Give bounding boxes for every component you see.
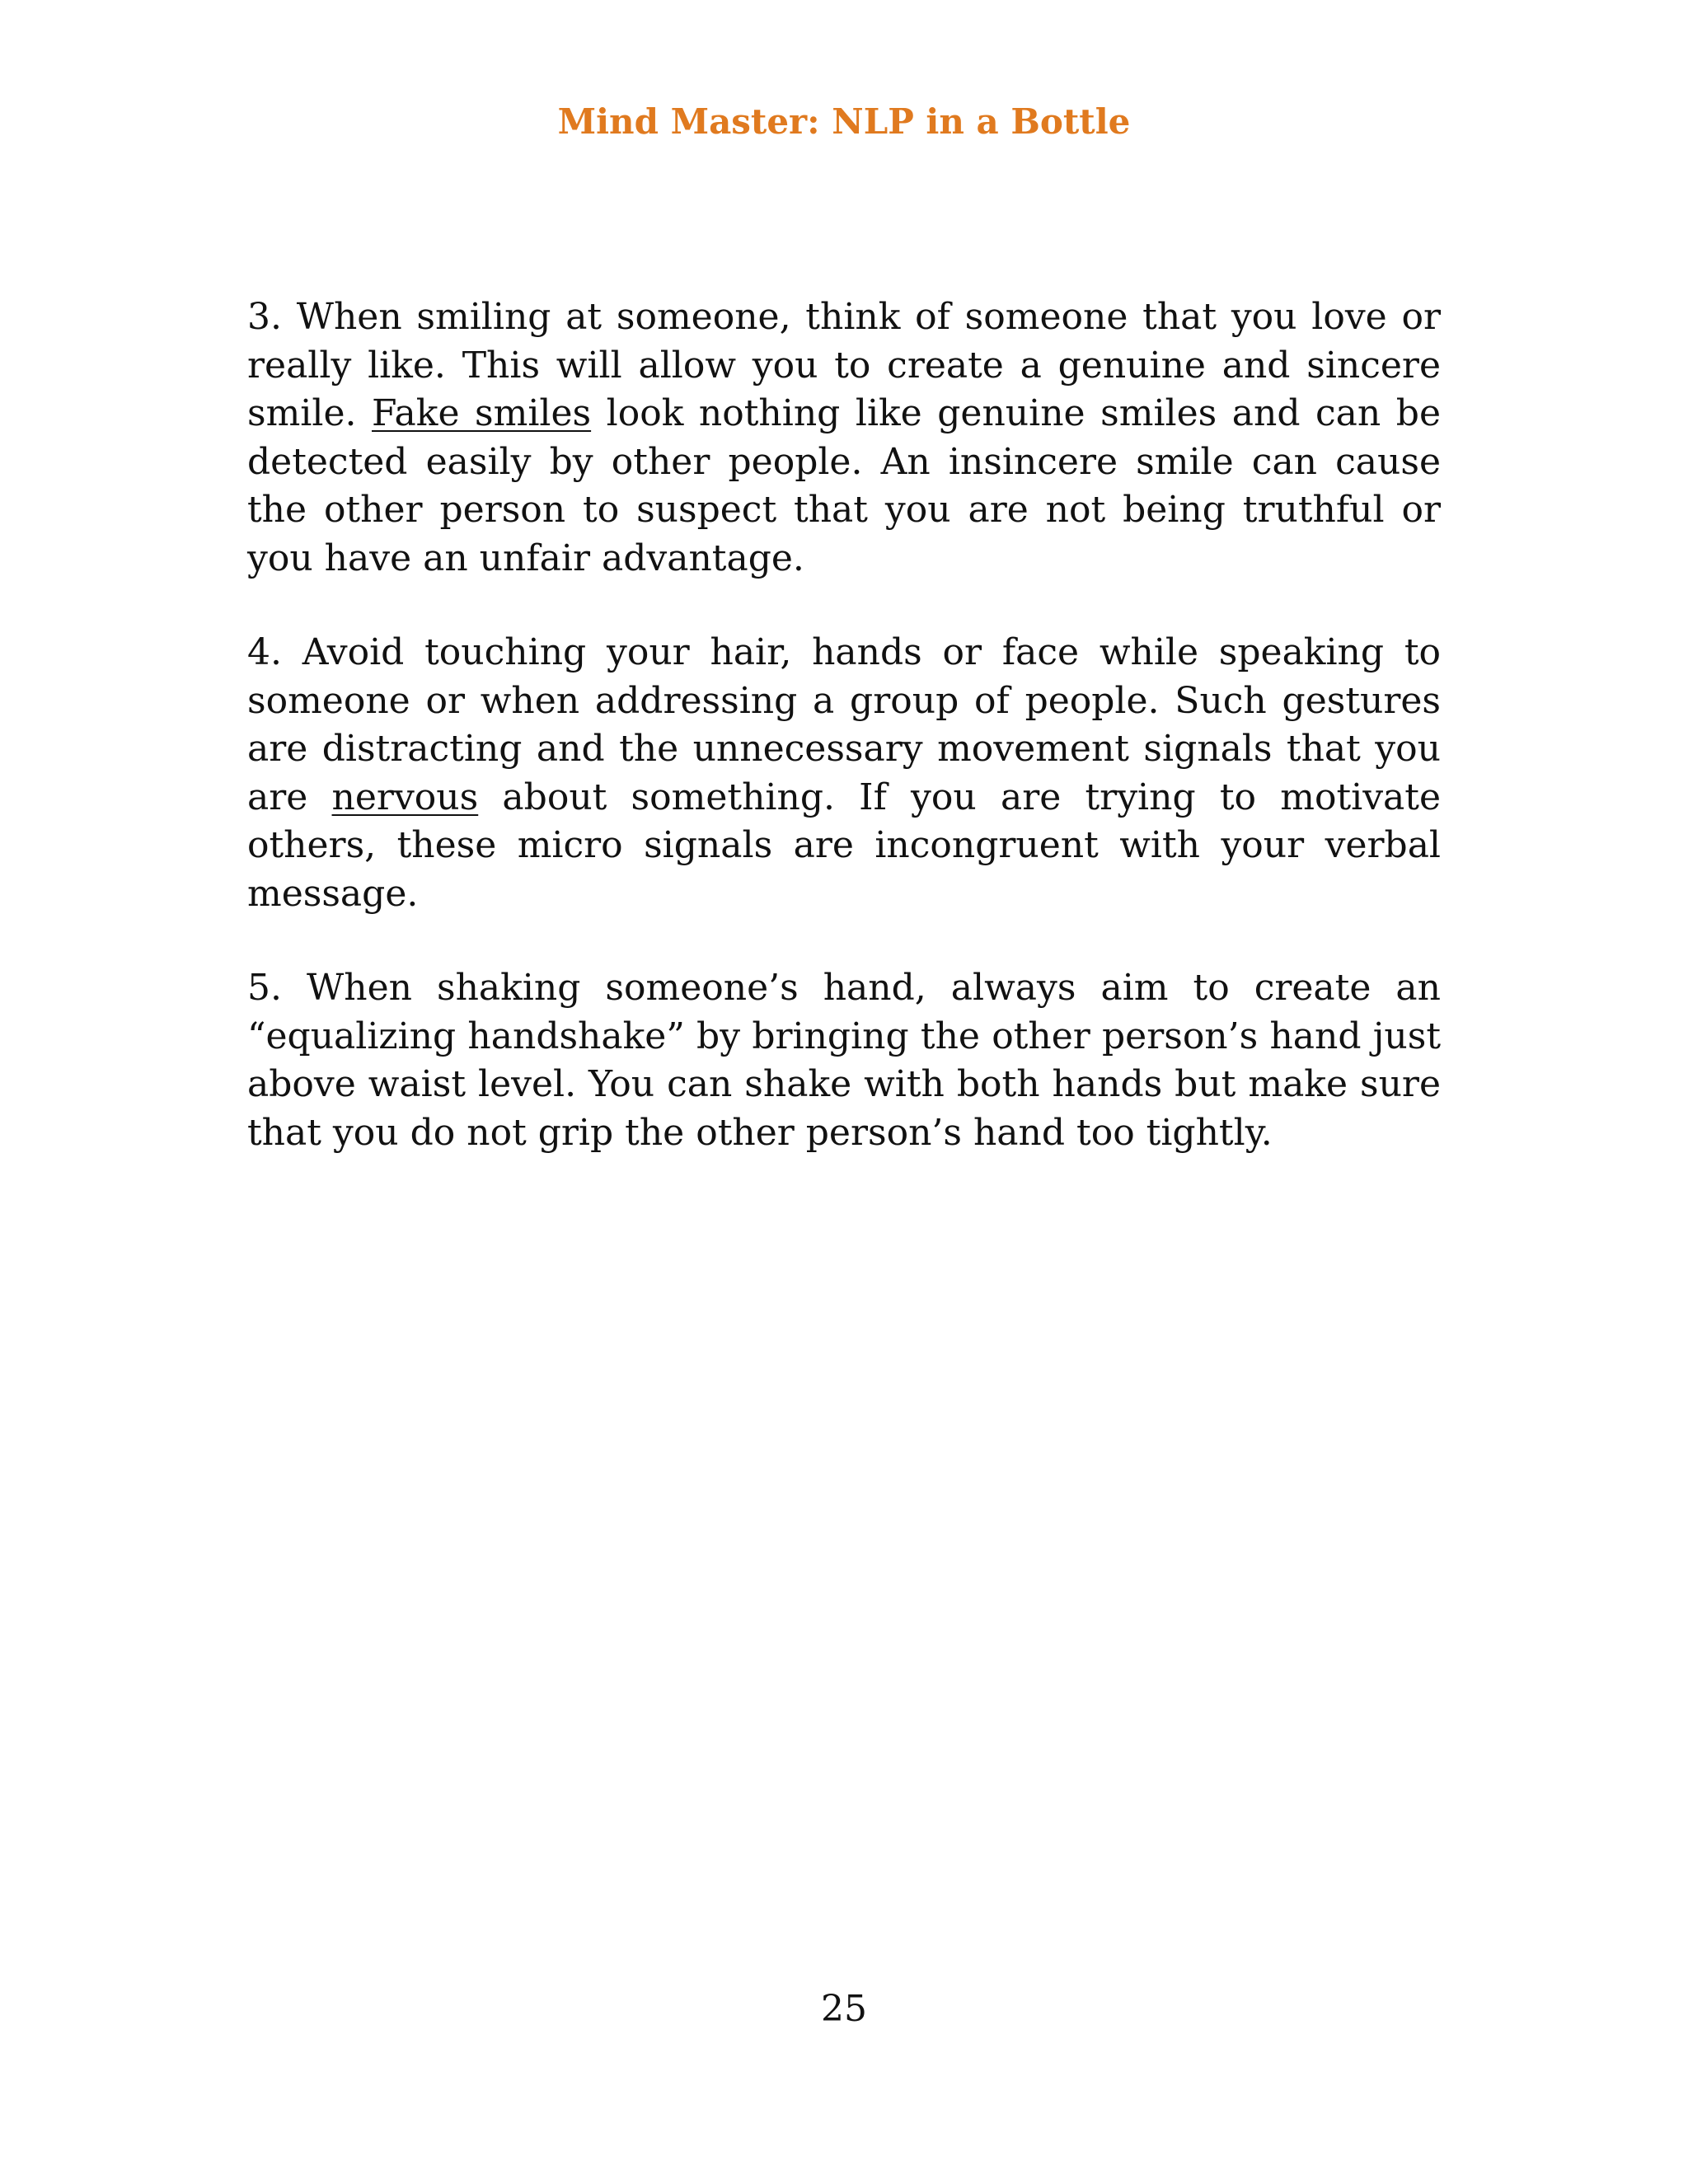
running-header: Mind Master: NLP in a Bottle bbox=[557, 101, 1131, 142]
link-fake-smiles[interactable]: Fake smiles bbox=[372, 392, 592, 434]
paragraph-tip-4 bbox=[247, 629, 1441, 918]
body-text bbox=[247, 293, 1441, 1203]
paragraph-text: about something. If you are trying to motivate others, these micro signals are incongruent with your verbal message. bbox=[247, 776, 1442, 915]
paragraph-tip-3 bbox=[247, 293, 1441, 583]
page-number: 25 bbox=[821, 1988, 867, 2030]
paragraph-text: 4. Avoid touching your hair, hands or face while speaking to someone or when addressing a group of people. Such gestures are distracting and the unnecessary movement signals that you are bbox=[247, 631, 1441, 818]
paragraph-text: 3. When smiling at someone, think of someone that you love or really like. This will allow you to create a genuine and sincere smile. bbox=[247, 296, 1441, 434]
link-nervous[interactable]: nervous bbox=[331, 776, 479, 818]
paragraph-text: look nothing like genuine smiles and can be detected easily by other people. An insincere smile can cause the other person to suspect that you are not being truthful or you have an unfair advantage. bbox=[247, 392, 1441, 579]
paragraph-tip-5: 5. When shaking someone’s hand, always aim to create an “equalizing handshake” by bringing the other person’s hand just above waist level. You can shake with both hands but make sure that you do not grip the other person’s hand too tightly. bbox=[247, 967, 1441, 1154]
